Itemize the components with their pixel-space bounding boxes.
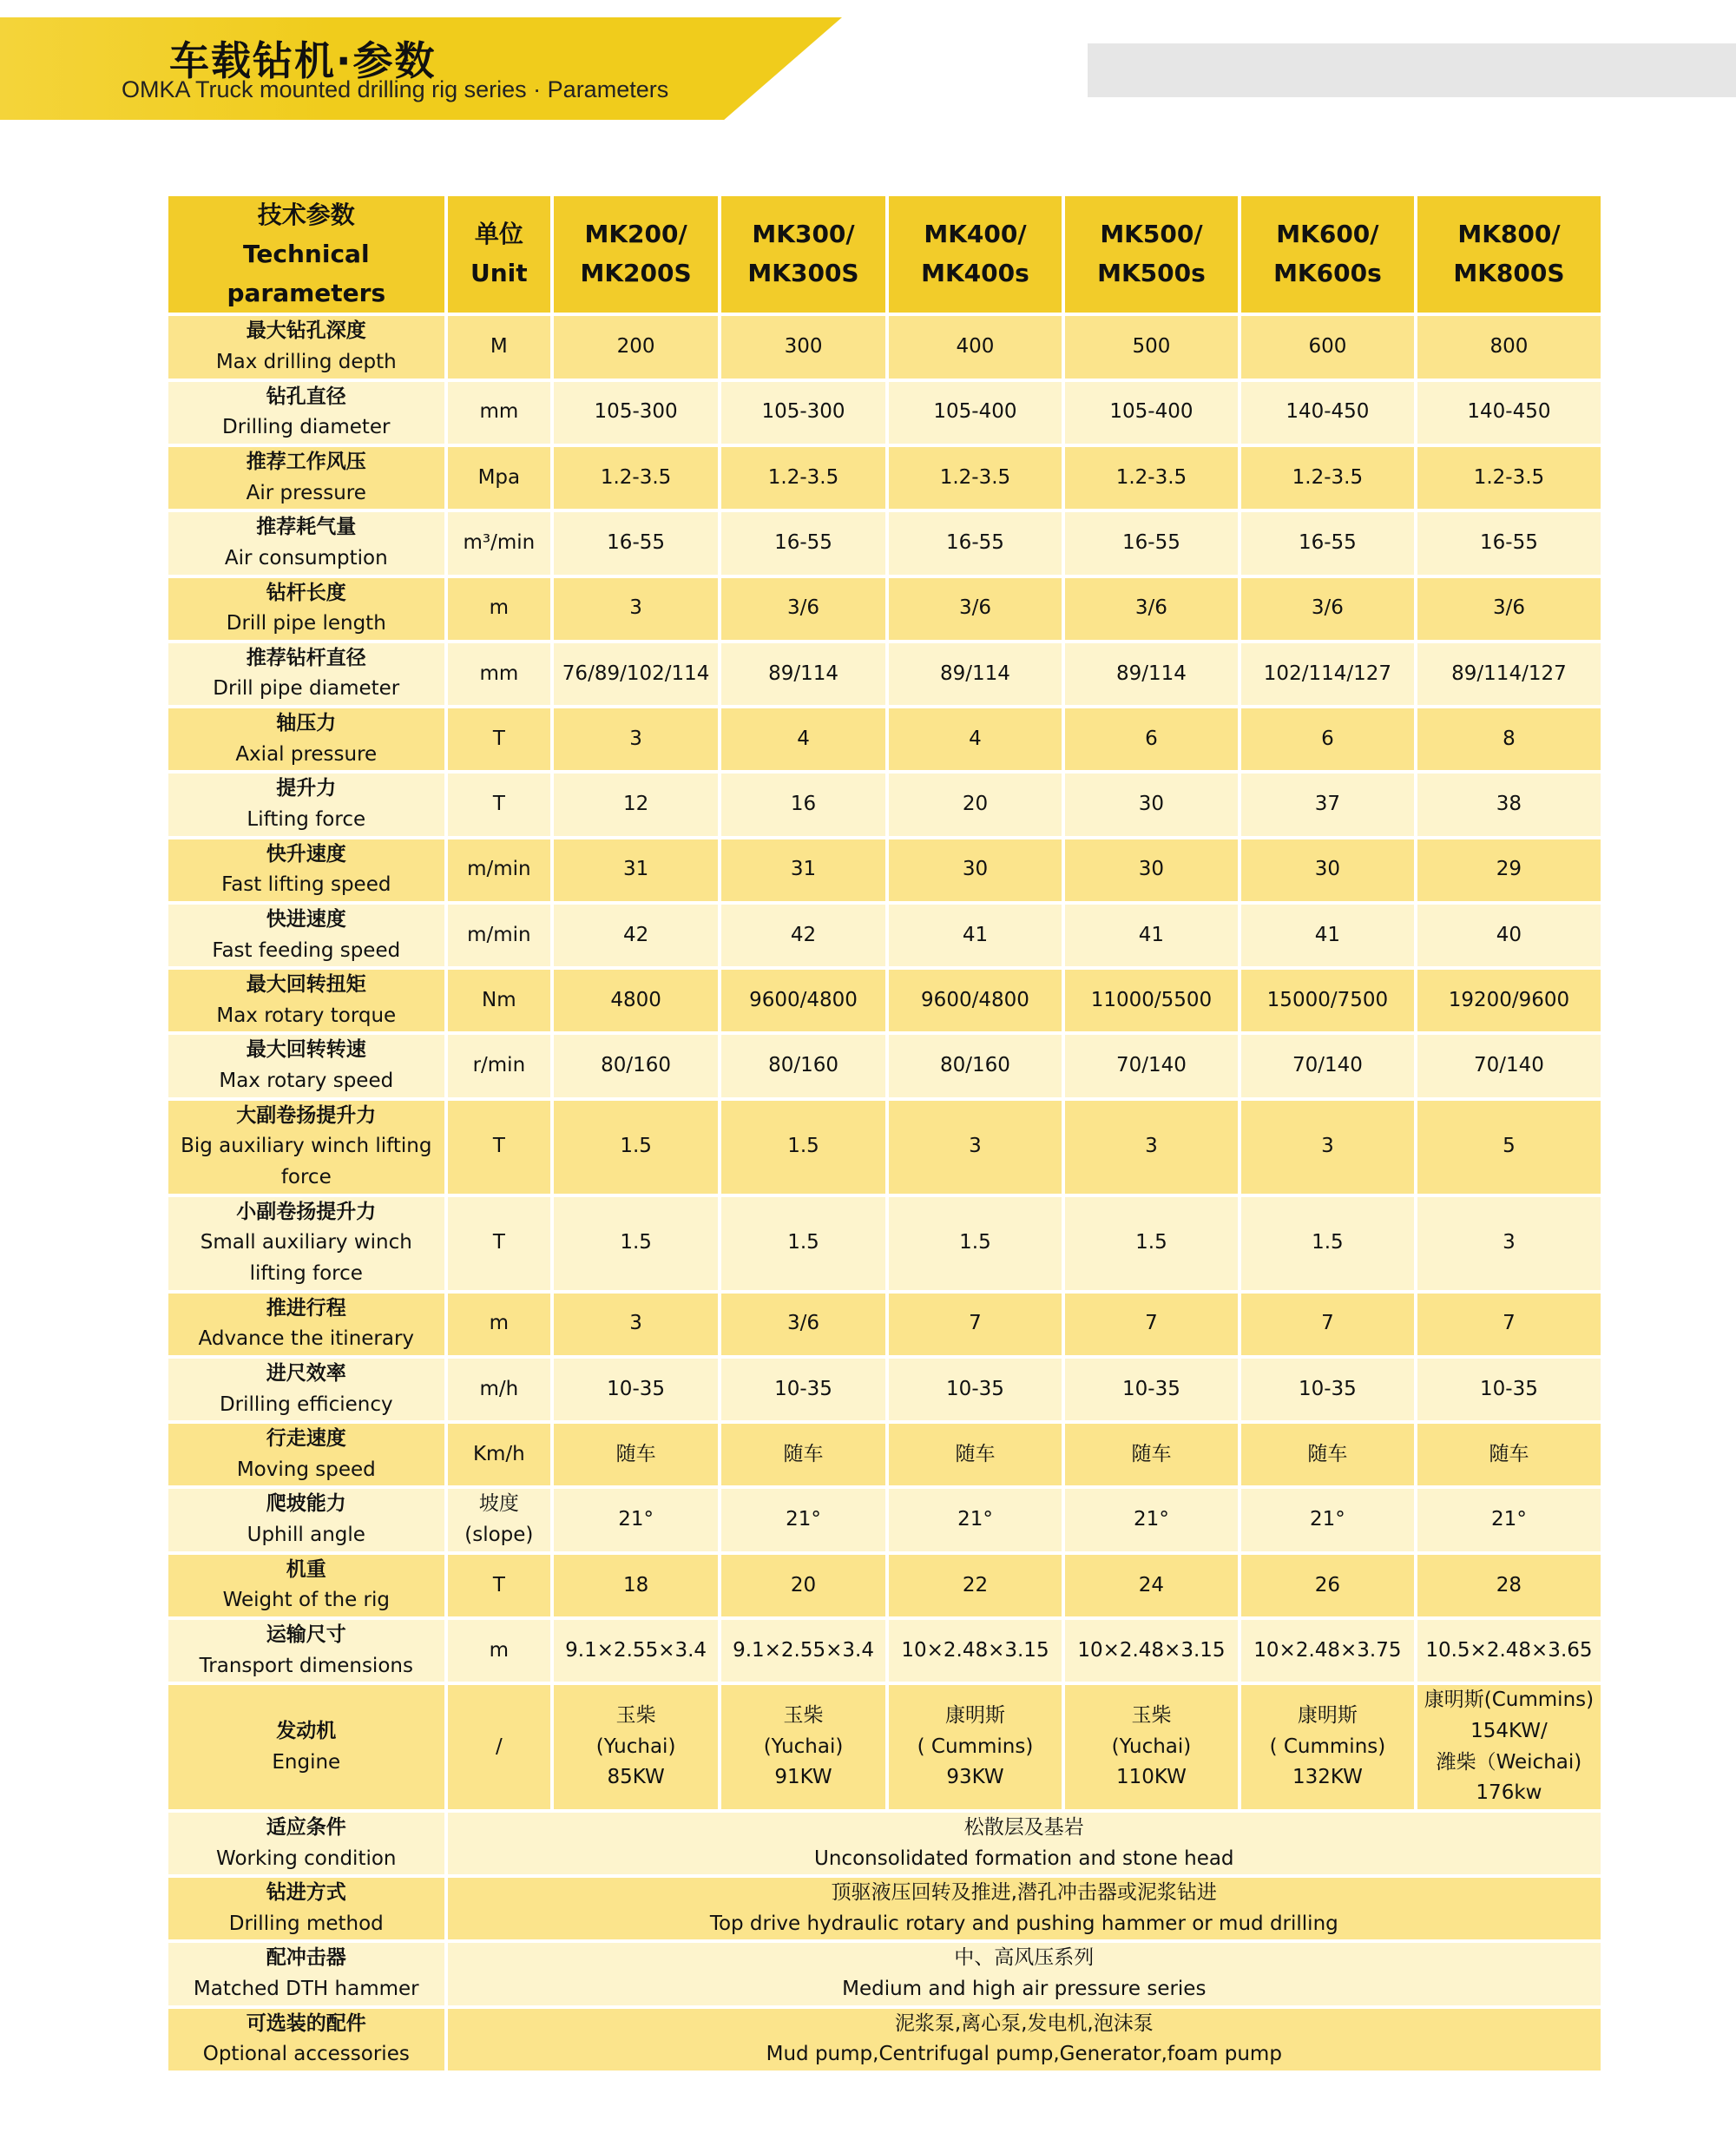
parameter-name [168,1620,444,1682]
value-cell: 28 [1417,1555,1601,1616]
value-cell: 42 [721,905,885,966]
unit-cell: / [448,1685,551,1809]
value-cell: 9600/4800 [721,970,885,1031]
value-cell: 16-55 [1417,512,1601,574]
merged-value-zh: 泥浆泵,离心泵,发电机,泡沫泵 [894,2011,1154,2035]
value-cell: 21° [1241,1489,1414,1550]
parameter-name-zh: 进尺效率 [266,1361,346,1385]
merged-value-zh: 松散层及基岩 [963,1815,1084,1839]
value-cell: 80/160 [889,1035,1062,1096]
value-cell: 康明斯(Cummins) 154KW/ 潍柴（Weichai) 176kw [1417,1685,1601,1809]
value-cell: 1.5 [1241,1197,1414,1290]
parameter-name-en: Fast lifting speed [221,873,391,897]
parameter-name-en: Lifting force [247,808,366,831]
value-cell: 30 [1065,839,1238,901]
value-cell: 1.5 [721,1101,885,1194]
value-cell: 3/6 [721,578,885,640]
table-row [168,1197,1601,1290]
value-cell: 70/140 [1241,1035,1414,1096]
parameter-name [168,643,444,705]
value-cell: 140-450 [1241,382,1414,444]
value-cell: 400 [889,316,1062,378]
parameter-name [168,1424,444,1485]
value-cell: 102/114/127 [1241,643,1414,705]
unit-cell: T [448,1101,551,1194]
table-row [168,1555,1601,1616]
unit-cell: Nm [448,970,551,1031]
merged-value-zh: 中、高风压系列 [954,1946,1095,1970]
parameter-name-zh: 钻进方式 [266,1881,346,1905]
parameter-name [168,316,444,378]
unit-cell: m [448,1620,551,1682]
parameter-name [168,1197,444,1290]
unit-cell: M [448,316,551,378]
value-cell: 19200/9600 [1417,970,1601,1031]
parameter-name [168,1555,444,1616]
value-cell: 3 [554,1294,718,1355]
parameter-name-en: Air pressure [246,481,366,504]
value-cell: 26 [1241,1555,1414,1616]
value-cell: 31 [721,839,885,901]
parameter-name [168,578,444,640]
value-cell: 3 [1241,1101,1414,1194]
unit-cell: mm [448,643,551,705]
value-cell: 105-300 [554,382,718,444]
table-row [168,316,1601,378]
value-cell: 玉柴 (Yuchai) 85KW [554,1685,718,1809]
value-cell: 10.5×2.48×3.65 [1417,1620,1601,1682]
value-cell: 9.1×2.55×3.4 [721,1620,885,1682]
table-row [168,1620,1601,1682]
parameter-name [168,382,444,444]
value-cell: 4 [889,708,1062,770]
header-model: MK500/ MK500s [1065,196,1238,313]
value-cell: 18 [554,1555,718,1616]
value-cell: 9600/4800 [889,970,1062,1031]
value-cell: 1.2-3.5 [721,447,885,509]
parameter-name-en: Drilling diameter [222,416,391,439]
value-cell: 70/140 [1065,1035,1238,1096]
value-cell: 10×2.48×3.75 [1241,1620,1414,1682]
value-cell: 10-35 [554,1359,718,1420]
parameter-name-en: Drill pipe length [226,612,386,635]
value-cell: 6 [1065,708,1238,770]
merged-value-en: Top drive hydraulic rotary and pushing hammer or mud drilling [709,1912,1338,1935]
value-cell: 1.2-3.5 [889,447,1062,509]
value-cell: 41 [1065,905,1238,966]
value-cell: 30 [889,839,1062,901]
parameter-name-zh: 机重 [286,1557,326,1581]
value-cell: 5 [1417,1101,1601,1194]
parameter-name [168,1878,444,1939]
table-header-row [168,196,1601,313]
merged-value-en: Mud pump,Centrifugal pump,Generator,foam pump [766,2043,1282,2066]
parameter-name-zh: 提升力 [276,777,337,800]
value-cell: 31 [554,839,718,901]
merged-value-en: Medium and high air pressure series [842,1978,1207,2001]
parameter-name-en: Max drilling depth [215,351,397,374]
table-row [168,970,1601,1031]
parameter-name-en: Fast feeding speed [212,938,401,962]
value-cell: 随车 [721,1424,885,1485]
header-unit [448,196,551,313]
value-cell: 3/6 [721,1294,885,1355]
value-cell: 7 [1417,1294,1601,1355]
parameter-name-zh: 快进速度 [266,907,346,931]
table-row [168,1685,1601,1809]
table-row [168,1424,1601,1485]
value-cell: 16 [721,774,885,835]
value-cell: 41 [889,905,1062,966]
value-cell: 玉柴 (Yuchai) 91KW [721,1685,885,1809]
parameter-name-zh: 推荐钻杆直径 [246,646,366,669]
parameter-name-en: Drilling method [228,1912,384,1935]
value-cell: 10-35 [721,1359,885,1420]
parameter-name-en: Drilling efficiency [219,1392,393,1416]
value-cell: 3/6 [889,578,1062,640]
merged-value-cell [448,1943,1601,2005]
value-cell: 76/89/102/114 [554,643,718,705]
table-row [168,708,1601,770]
table-row [168,1943,1601,2005]
value-cell: 10-35 [1065,1359,1238,1420]
parameter-name [168,1685,444,1809]
value-cell: 29 [1417,839,1601,901]
value-cell: 38 [1417,774,1601,835]
value-cell: 9.1×2.55×3.4 [554,1620,718,1682]
value-cell: 600 [1241,316,1414,378]
value-cell: 3 [1065,1101,1238,1194]
unit-cell: Km/h [448,1424,551,1485]
value-cell: 1.5 [721,1197,885,1290]
parameter-name-zh: 小副卷扬提升力 [236,1200,377,1223]
header-model: MK800/ MK800S [1417,196,1601,313]
parameter-name-zh: 推荐耗气量 [256,516,357,539]
parameter-name-en: Advance the itinerary [198,1327,415,1351]
table-row [168,1294,1601,1355]
value-cell: 4800 [554,970,718,1031]
parameter-name-en: Axial pressure [235,742,378,766]
value-cell: 37 [1241,774,1414,835]
table-row [168,578,1601,640]
value-cell: 11000/5500 [1065,970,1238,1031]
header-model: MK600/ MK600s [1241,196,1414,313]
value-cell: 10-35 [1241,1359,1414,1420]
value-cell: 20 [889,774,1062,835]
header-model: MK400/ MK400s [889,196,1062,313]
table-row [168,774,1601,835]
value-cell: 8 [1417,708,1601,770]
value-cell: 21° [889,1489,1062,1550]
value-cell: 800 [1417,316,1601,378]
merged-value-cell [448,1813,1601,1874]
value-cell: 7 [889,1294,1062,1355]
value-cell: 16-55 [889,512,1062,574]
unit-cell: m/min [448,905,551,966]
parameter-name [168,1813,444,1874]
value-cell: 7 [1241,1294,1414,1355]
parameter-name-en: Optional accessories [202,2043,410,2066]
value-cell: 40 [1417,905,1601,966]
value-cell: 3 [889,1101,1062,1194]
decorative-bar [1088,43,1736,97]
value-cell: 30 [1241,839,1414,901]
unit-cell: m/h [448,1359,551,1420]
parameter-name-zh: 钻杆长度 [266,581,346,604]
parameter-name-en: Moving speed [236,1458,376,1481]
unit-cell: m³/min [448,512,551,574]
value-cell: 6 [1241,708,1414,770]
table-row [168,1035,1601,1096]
value-cell: 随车 [1241,1424,1414,1485]
value-cell: 21° [721,1489,885,1550]
parameter-name-en: Matched DTH hammer [193,1978,419,2001]
value-cell: 3 [1417,1197,1601,1290]
parameter-name-zh: 最大钻孔深度 [246,319,366,343]
value-cell: 105-300 [721,382,885,444]
value-cell: 1.5 [1065,1197,1238,1290]
unit-cell: r/min [448,1035,551,1096]
parameter-name [168,708,444,770]
value-cell: 随车 [1065,1424,1238,1485]
value-cell: 康明斯 ( Cummins) 93KW [889,1685,1062,1809]
parameter-name-zh: 推进行程 [266,1296,346,1320]
table-row [168,1813,1601,1874]
value-cell: 玉柴 (Yuchai) 110KW [1065,1685,1238,1809]
header-unit-en: Unit [470,259,528,288]
table-row [168,2009,1601,2070]
parameter-name [168,905,444,966]
merged-value-cell [448,1878,1601,1939]
value-cell: 12 [554,774,718,835]
header-model: MK200/ MK200S [554,196,718,313]
table-row [168,1359,1601,1420]
table-row [168,512,1601,574]
value-cell: 1.2-3.5 [1065,447,1238,509]
value-cell: 随车 [554,1424,718,1485]
table-row [168,1101,1601,1194]
header-parameter [168,196,444,313]
parameter-name-zh: 可选装的配件 [246,2011,366,2035]
value-cell: 康明斯 ( Cummins) 132KW [1241,1685,1414,1809]
parameter-name-zh: 最大回转扭矩 [246,973,366,997]
value-cell: 24 [1065,1555,1238,1616]
parameter-name [168,1035,444,1096]
value-cell: 500 [1065,316,1238,378]
parameter-name-zh: 运输尺寸 [266,1623,346,1647]
parameter-name [168,2009,444,2070]
table-row [168,839,1601,901]
value-cell: 随车 [889,1424,1062,1485]
merged-value-cell [448,2009,1601,2070]
parameter-name-en: Engine [272,1750,341,1774]
parameter-name [168,1359,444,1420]
header-parameter-en: Technical parameters [227,239,386,307]
merged-value-zh: 顶驱液压回转及推进,潜孔冲击器或泥浆钻进 [831,1881,1217,1905]
value-cell: 1.2-3.5 [554,447,718,509]
table-row [168,905,1601,966]
table-row [168,447,1601,509]
value-cell: 300 [721,316,885,378]
value-cell: 80/160 [721,1035,885,1096]
parameter-name [168,1101,444,1194]
value-cell: 20 [721,1555,885,1616]
parameter-name-en: Transport dimensions [199,1654,413,1677]
parameter-name-en: Big auxiliary winch lifting force [181,1135,432,1189]
unit-cell: m [448,578,551,640]
parameter-name-zh: 行走速度 [266,1427,346,1451]
parameter-name-en: Air consumption [224,546,388,569]
value-cell: 4 [721,708,885,770]
value-cell: 1.2-3.5 [1417,447,1601,509]
value-cell: 1.5 [889,1197,1062,1290]
value-cell: 89/114 [721,643,885,705]
value-cell: 16-55 [721,512,885,574]
value-cell: 80/160 [554,1035,718,1096]
value-cell: 1.2-3.5 [1241,447,1414,509]
parameter-name-en: Max rotary torque [216,1004,397,1027]
page-title: 车载钻机·参数 [169,37,437,84]
parameter-name-en: Working condition [216,1847,397,1870]
value-cell: 16-55 [1065,512,1238,574]
value-cell: 15000/7500 [1241,970,1414,1031]
value-cell: 21° [554,1489,718,1550]
parameter-name-en: Drill pipe diameter [213,677,400,701]
value-cell: 10×2.48×3.15 [1065,1620,1238,1682]
table-row [168,382,1601,444]
value-cell: 21° [1065,1489,1238,1550]
value-cell: 16-55 [554,512,718,574]
unit-cell: m/min [448,839,551,901]
table-row [168,1489,1601,1550]
value-cell: 3/6 [1065,578,1238,640]
value-cell: 16-55 [1241,512,1414,574]
unit-cell: Mpa [448,447,551,509]
value-cell: 3 [554,708,718,770]
parameter-name-zh: 最大回转转速 [246,1038,366,1062]
parameter-name [168,970,444,1031]
merged-value-en: Unconsolidated formation and stone head [814,1847,1234,1870]
value-cell: 10-35 [1417,1359,1601,1420]
value-cell: 10-35 [889,1359,1062,1420]
parameter-name [168,1489,444,1550]
value-cell: 1.5 [554,1101,718,1194]
parameter-name-zh: 钻孔直径 [266,385,346,408]
value-cell: 89/114/127 [1417,643,1601,705]
table-row [168,1878,1601,1939]
value-cell: 3 [554,578,718,640]
value-cell: 105-400 [889,382,1062,444]
unit-cell: T [448,1555,551,1616]
parameter-name-en: Max rotary speed [219,1070,394,1093]
header-unit-zh: 单位 [474,220,523,249]
header-parameter-zh: 技术参数 [257,201,355,229]
parameter-name-en: Weight of the rig [222,1589,390,1612]
parameter-name-en: Uphill angle [247,1524,365,1547]
value-cell: 89/114 [1065,643,1238,705]
value-cell: 30 [1065,774,1238,835]
parameter-name-zh: 推荐工作风压 [246,450,366,473]
value-cell: 140-450 [1417,382,1601,444]
parameter-name-zh: 快升速度 [266,842,346,866]
value-cell: 22 [889,1555,1062,1616]
parameter-name [168,774,444,835]
unit-cell: 坡度 (slope) [448,1489,551,1550]
value-cell: 3/6 [1417,578,1601,640]
value-cell: 41 [1241,905,1414,966]
parameter-name [168,512,444,574]
parameters-table [165,193,1604,2074]
header-model: MK300/ MK300S [721,196,885,313]
parameter-name [168,447,444,509]
parameter-name-zh: 轴压力 [276,712,337,735]
parameter-name-en: Small auxiliary winch lifting force [200,1231,412,1285]
unit-cell: T [448,708,551,770]
value-cell: 89/114 [889,643,1062,705]
parameter-name-zh: 发动机 [276,1719,337,1742]
value-cell: 200 [554,316,718,378]
page-subtitle: OMKA Truck mounted drilling rig series · Parameters [122,76,669,102]
table-row [168,643,1601,705]
unit-cell: T [448,1197,551,1290]
unit-cell: T [448,774,551,835]
parameter-name [168,1294,444,1355]
parameter-name [168,1943,444,2005]
value-cell: 105-400 [1065,382,1238,444]
unit-cell: m [448,1294,551,1355]
parameter-name-zh: 适应条件 [266,1815,346,1839]
parameter-name [168,839,444,901]
value-cell: 1.5 [554,1197,718,1290]
value-cell: 3/6 [1241,578,1414,640]
value-cell: 7 [1065,1294,1238,1355]
unit-cell: mm [448,382,551,444]
value-cell: 42 [554,905,718,966]
parameter-name-zh: 配冲击器 [266,1946,346,1970]
value-cell: 21° [1417,1489,1601,1550]
value-cell: 10×2.48×3.15 [889,1620,1062,1682]
value-cell: 随车 [1417,1424,1601,1485]
value-cell: 70/140 [1417,1035,1601,1096]
parameter-name-zh: 大副卷扬提升力 [236,1103,377,1127]
parameter-name-zh: 爬坡能力 [266,1492,346,1516]
